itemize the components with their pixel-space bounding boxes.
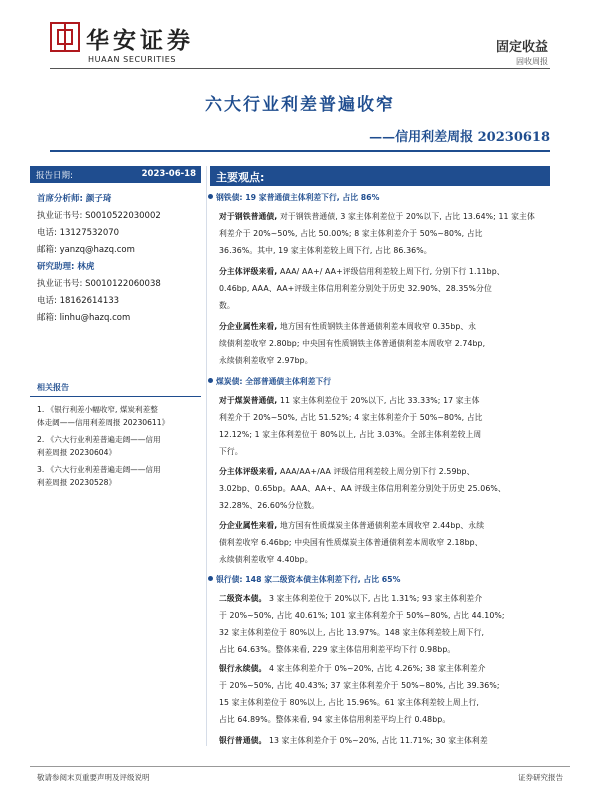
steel-p1-line3: 36.36%。其中, 19 家主体利差较上周下行, 占比 86.36%。	[219, 246, 432, 255]
steel-p2-line2: 0.46bp, AAA、AA+评级主体信用利差分别处于历史 32.90%、28.35%分位	[219, 284, 492, 293]
steel-p1-line2: 利差介于 20%~50%, 占比 50.00%; 8 家主体利差介于 50%~80%, 占比	[219, 229, 483, 238]
steel-p3-line3: 永续债利差收窄 2.97bp。	[219, 356, 313, 365]
report-date-label: 报告日期:	[36, 171, 73, 181]
coal-p2-line3: 32.28%、26.60%分位数。	[219, 501, 320, 510]
bank-p1-line1: 二级资本债。 3 家主体利差位于 20%以下, 占比 1.31%; 93 家主体利差介	[219, 594, 483, 603]
bank-p2-line2: 于 20%~50%, 占比 40.43%; 37 家主体利差介于 50%~80%, 占比 39.36%;	[219, 681, 500, 690]
footer-divider	[30, 766, 570, 767]
bank-p1-line4: 占比 64.63%。整体来看, 229 家主体信用利差平均下行 0.98bp。	[219, 645, 456, 654]
bank-p2-line1: 银行永续债。 4 家主体利差介于 0%~20%, 占比 4.26%; 38 家主体利差介	[219, 664, 486, 673]
related-report-line: 利差周报 20230528》	[37, 478, 117, 487]
logo-icon	[50, 22, 80, 52]
related-divider	[30, 396, 201, 397]
related-report-line: 1. 《银行利差小幅收窄, 煤炭利差整	[37, 405, 158, 414]
coal-p1-line4: 下行。	[219, 447, 243, 456]
header-divider	[50, 68, 550, 69]
logo-english: HUAAN SECURITIES	[88, 55, 177, 64]
coal-p2-line2: 3.02bp、0.65bp。AAA、AA+、AA 评级主体信用利差分别处于历史 25.06%、	[219, 484, 506, 493]
coal-p1-line3: 12.12%; 1 家主体利差位于 80%以上, 占比 3.03%。全部主体利差较上周	[219, 430, 482, 439]
related-report-line: 3. 《六大行业利差普遍走阔——信用	[37, 465, 161, 474]
coal-p1-line1: 对于煤炭普通债, 11 家主体利差位于 20%以下, 占比 33.33%; 17 家主体	[219, 396, 480, 405]
steel-p2-line1: 分主体评级来看, AAA/ AA+/ AA+评级信用利差较上周下行, 分别下行 1.11bp、	[219, 267, 505, 276]
steel-p3-line2: 续债利差收窄 2.80bp; 中央国有性质钢铁主体普通债利差本周收窄 2.74bp,	[219, 339, 486, 348]
related-report-1[interactable]	[37, 403, 203, 429]
assistant-role: 研究助理: 林虎	[37, 262, 95, 272]
coal-p3-line3: 永续债利差收窄 4.40bp。	[219, 555, 313, 564]
assistant-email: 邮箱: linhu@hazq.com	[37, 313, 131, 323]
assistant-cert: 执业证书号: S0010122060038	[37, 279, 161, 289]
footer-report-type: 证券研究报告	[518, 773, 563, 782]
bank-p1-line3: 32 家主体利差位于 80%以上, 占比 13.97%。148 家主体利差较上周下行,	[219, 628, 485, 637]
logo-chinese: 华安证券	[86, 27, 194, 54]
bank-p1-line2: 于 20%~50%, 占比 40.61%; 101 家主体利差介于 50%~80%, 占比 44.10%;	[219, 611, 505, 620]
report-subtitle: ——信用利差周报 20230618	[369, 130, 550, 145]
related-report-line: 利差周报 20230604》	[37, 448, 117, 457]
column-divider	[206, 166, 207, 746]
coal-p1-line2: 利差介于 20%~50%, 占比 51.52%; 4 家主体利差介于 50%~80%, 占比	[219, 413, 483, 422]
report-date-bar	[30, 166, 201, 183]
bullet-icon	[208, 194, 213, 199]
coal-section-title: 煤炭债: 全部普通债主体利差下行	[208, 376, 331, 387]
report-date-value: 2023-06-18	[141, 169, 196, 179]
coal-p2-line1: 分主体评级来看, AAA/AA+/AA 评级信用利差较上周分别下行 2.59bp、	[219, 467, 475, 476]
related-report-2[interactable]	[37, 433, 203, 459]
related-report-line: 体走阔——信用利差周报 20230611》	[37, 418, 170, 427]
section-subtitle: 固收周报	[516, 57, 548, 66]
steel-p3-line1: 分企业属性来看, 地方国有性质钢铁主体普通债利差本周收窄 0.35bp、永	[219, 322, 477, 331]
title-divider	[50, 150, 550, 152]
main-points-heading	[210, 166, 550, 186]
steel-section-title: 钢铁债: 19 家普通债主体利差下行, 占比 86%	[208, 192, 379, 203]
related-report-line: 2. 《六大行业利差普遍走阔——信用	[37, 435, 161, 444]
bank-p2-line4: 占比 64.89%。整体来看, 94 家主体信用利差平均上行 0.48bp。	[219, 715, 451, 724]
analyst-phone: 电话: 13127532070	[37, 228, 120, 238]
coal-p3-line1: 分企业属性来看, 地方国有性质煤炭主体普通债利差本周收窄 2.44bp、永续	[219, 521, 485, 530]
bullet-icon	[208, 378, 213, 383]
analyst-role: 首席分析师: 颜子琦	[37, 194, 112, 204]
related-report-3[interactable]	[37, 463, 203, 489]
bank-p2-line3: 15 家主体利差位于 80%以上, 占比 15.96%。61 家主体利差较上周上行,	[219, 698, 479, 707]
steel-p2-line3: 数。	[219, 301, 235, 310]
bullet-icon	[208, 576, 213, 581]
main-points-label: 主要观点:	[216, 171, 265, 184]
bank-section-title: 银行债: 148 家二级资本债主体利差下行, 占比 65%	[208, 574, 400, 585]
section-title: 固定收益	[495, 40, 548, 55]
coal-p3-line2: 债利差收窄 6.46bp; 中央国有性质煤炭主体普通债利差本周收窄 2.18bp、	[219, 538, 483, 547]
footer-disclaimer: 敬请参阅末页重要声明及评级说明	[37, 773, 150, 782]
analyst-cert: 执业证书号: S0010522030002	[37, 211, 161, 221]
report-title: 六大行业利差普遍收窄	[205, 95, 395, 115]
steel-p1-line1: 对于钢铁普通债, 对于钢铁普通债, 3 家主体利差位于 20%以下, 占比 13.64%; 11 家主体	[219, 212, 535, 221]
bank-p3-line1: 银行普通债。 13 家主体利差介于 0%~20%, 占比 11.71%; 30 家主体利差	[219, 736, 488, 745]
related-reports-heading: 相关报告	[37, 383, 69, 392]
analyst-email: 邮箱: yanzq@hazq.com	[37, 245, 135, 255]
assistant-phone: 电话: 18162614133	[37, 296, 120, 306]
